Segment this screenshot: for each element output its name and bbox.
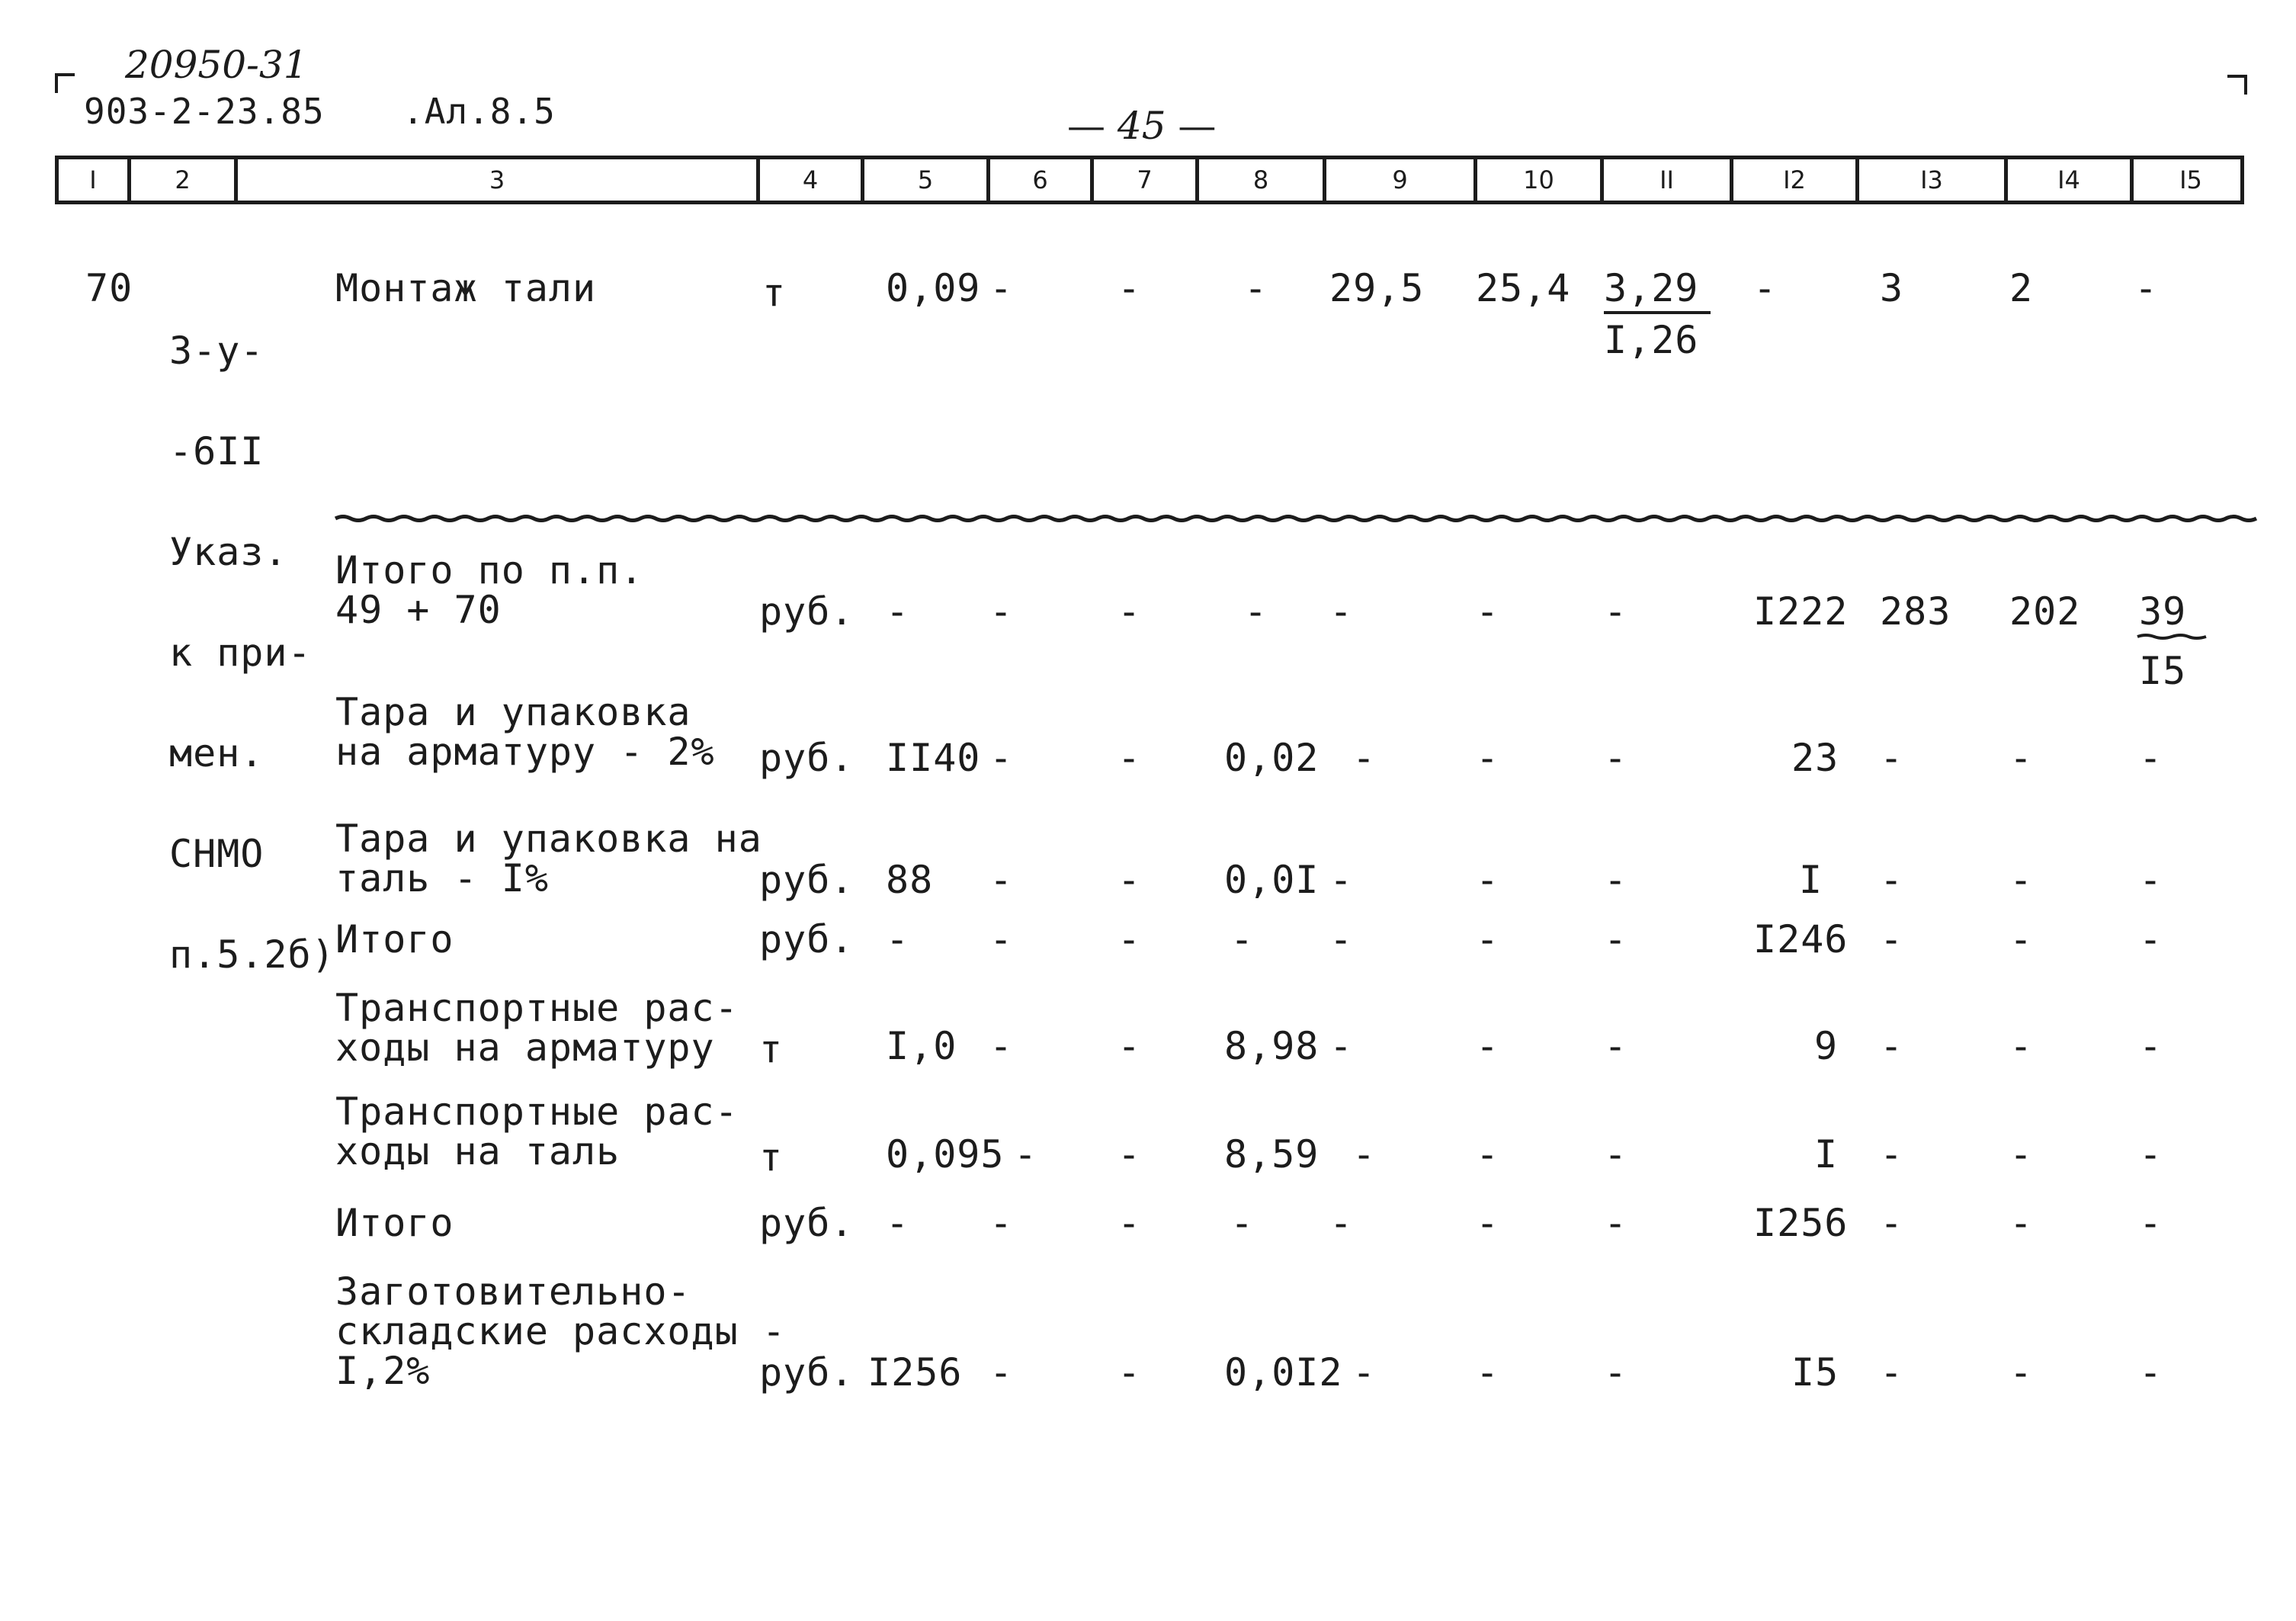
row-col9: -	[1329, 917, 1354, 961]
row-col15: -	[2139, 858, 2163, 902]
row-col10: -	[1476, 917, 1500, 961]
row-col10: -	[1476, 589, 1500, 634]
row-col7: -	[1118, 1132, 1142, 1176]
row-col15-numerator: 39	[2139, 589, 2187, 634]
item-code-line: СНМО	[169, 832, 265, 876]
row-col10: -	[1476, 858, 1500, 902]
row-col11: -	[1604, 917, 1628, 961]
fraction-bar	[2137, 633, 2206, 640]
row-col11: -	[1604, 1350, 1628, 1395]
row-name: Транспортные рас- ходы на арматуру	[335, 986, 739, 1070]
row-col12: I222	[1753, 589, 1849, 634]
column-number: I5	[2130, 159, 2248, 201]
row-col13: -	[1880, 736, 1904, 780]
page-number: — 45 —	[1067, 104, 1217, 148]
row-col12: I256	[1753, 1201, 1849, 1245]
corner-mark-left	[55, 73, 75, 93]
row-col15: -	[2139, 917, 2163, 961]
row-name: Транспортные рас- ходы на таль	[335, 1090, 739, 1173]
item-col11-numerator: 3,29	[1604, 266, 1699, 310]
row-col13: -	[1880, 917, 1904, 961]
item-col15: -	[2134, 266, 2159, 310]
row-col6: -	[989, 858, 1014, 902]
item-code-line: мен.	[169, 731, 265, 775]
item-col8: -	[1244, 266, 1268, 310]
row-col9: -	[1329, 858, 1354, 902]
column-number: 9	[1323, 159, 1473, 201]
row-col14: -	[2009, 1350, 2034, 1395]
item-col9: 29,5	[1329, 266, 1425, 310]
column-number: II	[1600, 159, 1730, 201]
row-col11: -	[1604, 1024, 1628, 1068]
row-col7: -	[1118, 858, 1142, 902]
row-unit: руб.	[759, 736, 855, 780]
row-unit: т	[759, 1027, 784, 1071]
row-col9: -	[1329, 1024, 1354, 1068]
row-col6: -	[989, 917, 1014, 961]
item-col11-denominator: I,26	[1604, 318, 1699, 362]
row-col7: -	[1118, 736, 1142, 780]
row-col8: 8,59	[1224, 1132, 1320, 1176]
row-col14: -	[2009, 736, 2034, 780]
row-col8: 0,0I2	[1224, 1350, 1343, 1395]
row-col12: 23	[1791, 736, 1839, 780]
item-code-line: -6II	[169, 429, 265, 473]
row-col11: -	[1604, 736, 1628, 780]
row-col5: I256	[867, 1350, 963, 1395]
item-col12: -	[1753, 266, 1778, 310]
row-col14: -	[2009, 1024, 2034, 1068]
row-col12: I	[1799, 858, 1823, 902]
row-col6: -	[989, 1024, 1014, 1068]
row-col10: -	[1476, 1024, 1500, 1068]
row-col14: -	[2009, 917, 2034, 961]
row-col5: II40	[886, 736, 981, 780]
row-col13: -	[1880, 858, 1904, 902]
column-number: 10	[1473, 159, 1600, 201]
row-name: Итого	[335, 1201, 454, 1245]
item-code-line: Указ.	[169, 530, 288, 574]
item-code-line: 3-у-	[169, 329, 265, 373]
row-col13: -	[1880, 1350, 1904, 1395]
row-name: Заготовительно- складские расходы - I,2%	[335, 1270, 786, 1393]
archive-number: 20950-31	[125, 43, 308, 87]
row-unit: руб.	[759, 858, 855, 902]
row-col9: -	[1329, 1201, 1354, 1245]
item-number: 70	[85, 266, 133, 310]
row-col15-denominator: I5	[2139, 649, 2187, 693]
column-number: I4	[2004, 159, 2130, 201]
row-col7: -	[1118, 917, 1142, 961]
row-col6: -	[989, 589, 1014, 634]
item-code	[169, 267, 335, 1005]
row-col9: -	[1352, 1350, 1377, 1395]
column-number: 3	[234, 159, 756, 201]
row-col7: -	[1118, 1024, 1142, 1068]
row-col14: -	[2009, 858, 2034, 902]
item-code-line: п.5.2б)	[169, 932, 335, 977]
column-number: I	[89, 165, 97, 194]
row-unit: руб.	[759, 1350, 855, 1395]
row-col13: -	[1880, 1132, 1904, 1176]
row-col10: -	[1476, 1201, 1500, 1245]
row-col9: -	[1352, 1132, 1377, 1176]
row-col11: -	[1604, 1132, 1628, 1176]
row-unit: руб.	[759, 1201, 855, 1245]
row-col8: -	[1230, 917, 1255, 961]
row-col5: -	[886, 589, 910, 634]
row-col9: -	[1352, 736, 1377, 780]
row-col11: -	[1604, 589, 1628, 634]
row-name: Тара и упаковка на таль - I%	[335, 817, 762, 900]
row-col8: -	[1244, 589, 1268, 634]
column-number: 4	[756, 159, 861, 201]
row-col14: 202	[2009, 589, 2081, 634]
row-col12: I5	[1791, 1350, 1839, 1395]
row-col9: -	[1329, 589, 1354, 634]
row-col5: 88	[886, 858, 934, 902]
item-col13: 3	[1880, 266, 1904, 310]
row-col15: -	[2139, 1201, 2163, 1245]
row-col6: -	[989, 1201, 1014, 1245]
row-unit: руб.	[759, 589, 855, 634]
column-number-row	[55, 156, 2244, 204]
row-col15: -	[2139, 736, 2163, 780]
row-name: Итого по п.п. 49 + 70	[335, 548, 644, 632]
fraction-bar	[1604, 311, 1711, 314]
item-code-line: к при-	[169, 631, 312, 675]
item-col6: -	[989, 266, 1014, 310]
column-number: 7	[1090, 159, 1195, 201]
row-col14: -	[2009, 1132, 2034, 1176]
row-unit: т	[759, 1135, 784, 1180]
column-number: 8	[1195, 159, 1323, 201]
row-name: Тара и упаковка на арматуру - 2%	[335, 690, 715, 774]
row-col12: 9	[1814, 1024, 1839, 1068]
column-number: 2	[127, 159, 234, 201]
row-col5: I,0	[886, 1024, 957, 1068]
row-col15: -	[2139, 1132, 2163, 1176]
row-col6: -	[989, 736, 1014, 780]
row-col12: I	[1814, 1132, 1839, 1176]
corner-mark-right	[2227, 75, 2247, 95]
row-col13: -	[1880, 1024, 1904, 1068]
row-col6: -	[989, 1350, 1014, 1395]
row-col7: -	[1118, 589, 1142, 634]
row-col8: -	[1230, 1201, 1255, 1245]
item-unit: т	[762, 271, 787, 315]
sheet-label: .Ал.8.5	[402, 91, 556, 132]
row-col13: -	[1880, 1201, 1904, 1245]
row-unit: руб.	[759, 917, 855, 961]
row-col13: 283	[1880, 589, 1951, 634]
row-col8: 0,0I	[1224, 858, 1320, 902]
column-number: 6	[986, 159, 1090, 201]
row-col5: -	[886, 1201, 910, 1245]
row-col7: -	[1118, 1201, 1142, 1245]
row-col5: 0,095	[886, 1132, 1005, 1176]
page-number-value: 45	[1117, 104, 1166, 148]
item-name: Монтаж тали	[335, 266, 597, 310]
row-name: Итого	[335, 917, 454, 961]
row-col8: 0,02	[1224, 736, 1320, 780]
row-col10: -	[1476, 736, 1500, 780]
item-col10: 25,4	[1476, 266, 1571, 310]
row-col14: -	[2009, 1201, 2034, 1245]
item-col5: 0,09	[886, 266, 981, 310]
row-col7: -	[1118, 1350, 1142, 1395]
column-number: 5	[861, 159, 986, 201]
document-code: 903-2-23.85	[84, 91, 325, 132]
row-col15: -	[2139, 1350, 2163, 1395]
row-col15: -	[2139, 1024, 2163, 1068]
column-number: I2	[1730, 159, 1855, 201]
row-col11: -	[1604, 1201, 1628, 1245]
item-col7: -	[1118, 266, 1142, 310]
section-divider	[335, 512, 2256, 525]
row-col10: -	[1476, 1350, 1500, 1395]
row-col8: 8,98	[1224, 1024, 1320, 1068]
column-number: I3	[1855, 159, 2004, 201]
item-col14: 2	[2009, 266, 2034, 310]
row-col12: I246	[1753, 917, 1849, 961]
row-col6: -	[1014, 1132, 1038, 1176]
row-col11: -	[1604, 858, 1628, 902]
row-col10: -	[1476, 1132, 1500, 1176]
row-col5: -	[886, 917, 910, 961]
